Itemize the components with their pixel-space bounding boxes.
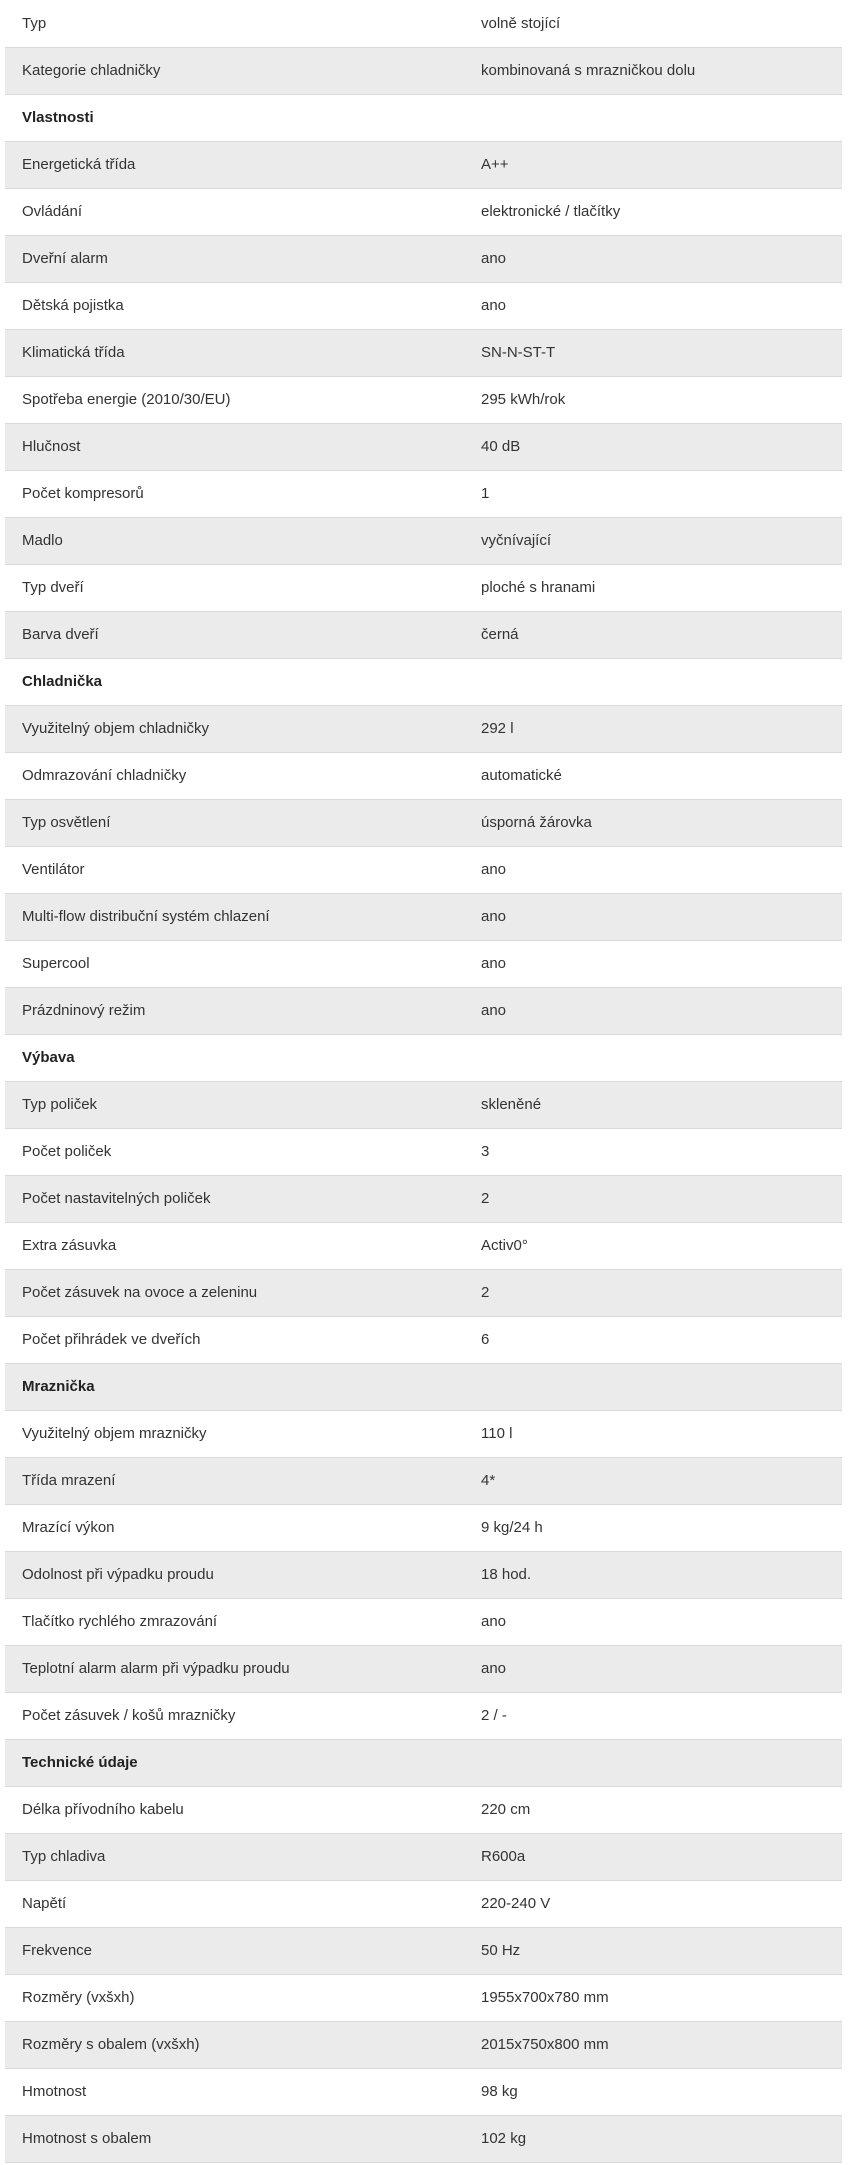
section-heading: Vlastnosti bbox=[5, 94, 842, 141]
spec-value: ano bbox=[464, 940, 842, 987]
spec-row bbox=[5, 1457, 842, 1504]
spec-row bbox=[5, 1504, 842, 1551]
spec-value: volně stojící bbox=[464, 0, 842, 47]
spec-value: 220 cm bbox=[464, 1786, 842, 1833]
spec-label: Délka přívodního kabelu bbox=[5, 1786, 464, 1833]
spec-label: Hmotnost bbox=[5, 2068, 464, 2115]
spec-row bbox=[5, 1692, 842, 1739]
spec-row bbox=[5, 517, 842, 564]
spec-row bbox=[5, 940, 842, 987]
section-header-row bbox=[5, 94, 842, 141]
spec-value: 2 bbox=[464, 1269, 842, 1316]
spec-row bbox=[5, 1880, 842, 1927]
spec-label: Ovládání bbox=[5, 188, 464, 235]
spec-value: skleněné bbox=[464, 1081, 842, 1128]
spec-value: R600a bbox=[464, 1833, 842, 1880]
spec-row bbox=[5, 893, 842, 940]
spec-label: Spotřeba energie (2010/30/EU) bbox=[5, 376, 464, 423]
spec-value: 102 kg bbox=[464, 2115, 842, 2162]
spec-row bbox=[5, 0, 842, 47]
spec-value: 50 Hz bbox=[464, 1927, 842, 1974]
spec-row bbox=[5, 188, 842, 235]
spec-label: Frekvence bbox=[5, 1927, 464, 1974]
spec-label: Napětí bbox=[5, 1880, 464, 1927]
spec-label: Počet nastavitelných poliček bbox=[5, 1175, 464, 1222]
spec-value: kombinovaná s mrazničkou dolu bbox=[464, 47, 842, 94]
spec-label: Třída mrazení bbox=[5, 1457, 464, 1504]
spec-value: 1 bbox=[464, 470, 842, 517]
spec-row bbox=[5, 1598, 842, 1645]
section-header-row bbox=[5, 1739, 842, 1786]
spec-label: Využitelný objem chladničky bbox=[5, 705, 464, 752]
spec-value: ano bbox=[464, 1645, 842, 1692]
spec-value: 2 bbox=[464, 1175, 842, 1222]
spec-value: úsporná žárovka bbox=[464, 799, 842, 846]
spec-label: Počet zásuvek / košů mrazničky bbox=[5, 1692, 464, 1739]
spec-row bbox=[5, 1222, 842, 1269]
spec-label: Dveřní alarm bbox=[5, 235, 464, 282]
spec-row bbox=[5, 611, 842, 658]
spec-label: Typ osvětlení bbox=[5, 799, 464, 846]
spec-label: Multi-flow distribuční systém chlazení bbox=[5, 893, 464, 940]
spec-row bbox=[5, 1128, 842, 1175]
spec-row bbox=[5, 799, 842, 846]
spec-row bbox=[5, 752, 842, 799]
spec-value: 2015x750x800 mm bbox=[464, 2021, 842, 2068]
spec-value: černá bbox=[464, 611, 842, 658]
spec-row bbox=[5, 1786, 842, 1833]
spec-value: ano bbox=[464, 235, 842, 282]
spec-row bbox=[5, 1316, 842, 1363]
spec-value: 110 l bbox=[464, 1410, 842, 1457]
spec-label: Počet přihrádek ve dveřích bbox=[5, 1316, 464, 1363]
spec-value: 292 l bbox=[464, 705, 842, 752]
spec-row bbox=[5, 1081, 842, 1128]
spec-label: Supercool bbox=[5, 940, 464, 987]
section-header-row bbox=[5, 1034, 842, 1081]
spec-row bbox=[5, 564, 842, 611]
spec-value: ano bbox=[464, 1598, 842, 1645]
spec-row bbox=[5, 141, 842, 188]
spec-value: ano bbox=[464, 987, 842, 1034]
spec-row bbox=[5, 376, 842, 423]
specification-table-body bbox=[5, 0, 842, 2162]
spec-row bbox=[5, 846, 842, 893]
spec-value: automatické bbox=[464, 752, 842, 799]
spec-value: 6 bbox=[464, 1316, 842, 1363]
spec-value: Activ0° bbox=[464, 1222, 842, 1269]
spec-row bbox=[5, 47, 842, 94]
spec-row bbox=[5, 329, 842, 376]
section-heading: Technické údaje bbox=[5, 1739, 842, 1786]
spec-row bbox=[5, 705, 842, 752]
spec-label: Odolnost při výpadku proudu bbox=[5, 1551, 464, 1598]
spec-label: Extra zásuvka bbox=[5, 1222, 464, 1269]
spec-label: Tlačítko rychlého zmrazování bbox=[5, 1598, 464, 1645]
spec-row bbox=[5, 987, 842, 1034]
spec-row bbox=[5, 1645, 842, 1692]
spec-label: Energetická třída bbox=[5, 141, 464, 188]
spec-label: Využitelný objem mrazničky bbox=[5, 1410, 464, 1457]
spec-row bbox=[5, 2068, 842, 2115]
spec-row bbox=[5, 1551, 842, 1598]
spec-row bbox=[5, 1833, 842, 1880]
spec-value: 9 kg/24 h bbox=[464, 1504, 842, 1551]
spec-row bbox=[5, 235, 842, 282]
spec-label: Počet zásuvek na ovoce a zeleninu bbox=[5, 1269, 464, 1316]
specification-table bbox=[5, 0, 842, 2163]
spec-value: vyčnívající bbox=[464, 517, 842, 564]
spec-value: 220-240 V bbox=[464, 1880, 842, 1927]
spec-value: ano bbox=[464, 282, 842, 329]
spec-label: Rozměry (vxšxh) bbox=[5, 1974, 464, 2021]
spec-value: 18 hod. bbox=[464, 1551, 842, 1598]
spec-label: Kategorie chladničky bbox=[5, 47, 464, 94]
spec-value: elektronické / tlačítky bbox=[464, 188, 842, 235]
spec-row bbox=[5, 1175, 842, 1222]
spec-value: 295 kWh/rok bbox=[464, 376, 842, 423]
spec-value: 2 / - bbox=[464, 1692, 842, 1739]
spec-label: Hlučnost bbox=[5, 423, 464, 470]
section-heading: Výbava bbox=[5, 1034, 842, 1081]
spec-label: Mrazící výkon bbox=[5, 1504, 464, 1551]
spec-label: Madlo bbox=[5, 517, 464, 564]
spec-row bbox=[5, 1269, 842, 1316]
spec-row bbox=[5, 2115, 842, 2162]
spec-value: ano bbox=[464, 893, 842, 940]
spec-row bbox=[5, 1927, 842, 1974]
spec-label: Teplotní alarm alarm při výpadku proudu bbox=[5, 1645, 464, 1692]
spec-value: 3 bbox=[464, 1128, 842, 1175]
spec-row bbox=[5, 1410, 842, 1457]
spec-value: 4* bbox=[464, 1457, 842, 1504]
spec-row bbox=[5, 282, 842, 329]
spec-row bbox=[5, 470, 842, 517]
spec-label: Hmotnost s obalem bbox=[5, 2115, 464, 2162]
spec-label: Dětská pojistka bbox=[5, 282, 464, 329]
spec-label: Rozměry s obalem (vxšxh) bbox=[5, 2021, 464, 2068]
spec-label: Počet kompresorů bbox=[5, 470, 464, 517]
spec-label: Typ poliček bbox=[5, 1081, 464, 1128]
spec-label: Počet poliček bbox=[5, 1128, 464, 1175]
spec-label: Typ bbox=[5, 0, 464, 47]
spec-value: SN-N-ST-T bbox=[464, 329, 842, 376]
spec-row bbox=[5, 423, 842, 470]
spec-label: Odmrazování chladničky bbox=[5, 752, 464, 799]
spec-label: Klimatická třída bbox=[5, 329, 464, 376]
spec-label: Barva dveří bbox=[5, 611, 464, 658]
spec-label: Prázdninový režim bbox=[5, 987, 464, 1034]
spec-value: 98 kg bbox=[464, 2068, 842, 2115]
section-heading: Chladnička bbox=[5, 658, 842, 705]
section-header-row bbox=[5, 1363, 842, 1410]
section-heading: Mraznička bbox=[5, 1363, 842, 1410]
spec-value: ploché s hranami bbox=[464, 564, 842, 611]
spec-label: Typ dveří bbox=[5, 564, 464, 611]
spec-value: 1955x700x780 mm bbox=[464, 1974, 842, 2021]
spec-value: 40 dB bbox=[464, 423, 842, 470]
spec-label: Ventilátor bbox=[5, 846, 464, 893]
spec-value: ano bbox=[464, 846, 842, 893]
section-header-row bbox=[5, 658, 842, 705]
spec-row bbox=[5, 1974, 842, 2021]
spec-row bbox=[5, 2021, 842, 2068]
spec-label: Typ chladiva bbox=[5, 1833, 464, 1880]
spec-value: A++ bbox=[464, 141, 842, 188]
